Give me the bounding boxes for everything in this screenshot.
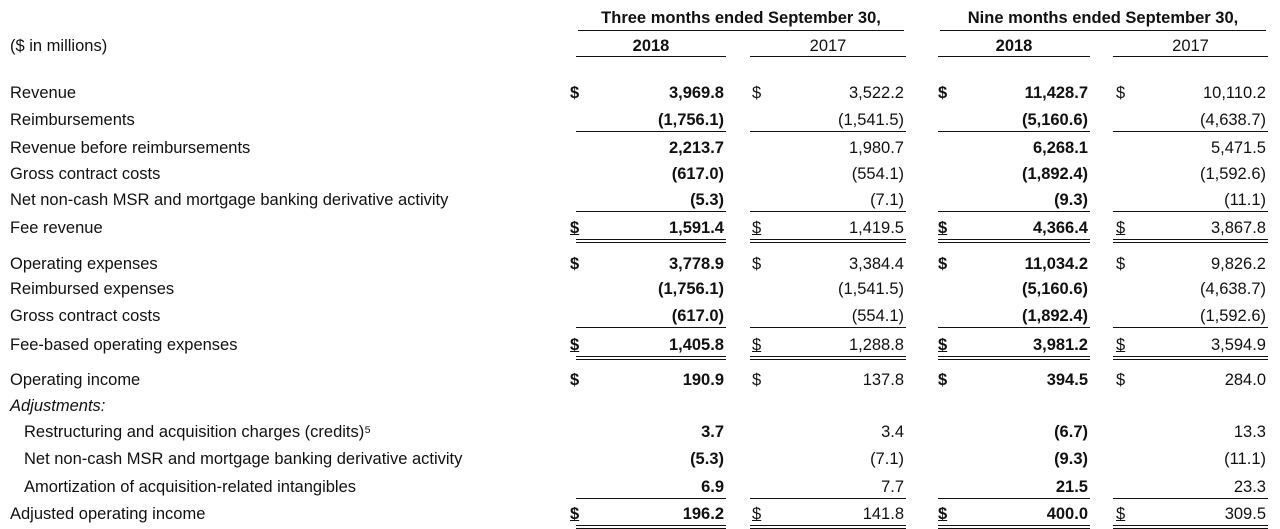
cell-value: 21.5 <box>1055 478 1088 496</box>
row-label: Revenue before reimbursements <box>10 139 251 157</box>
total-rule <box>750 239 906 240</box>
cell-value: (9.3) <box>1054 450 1088 468</box>
row-label: Fee revenue <box>10 219 103 237</box>
year-rule <box>750 56 906 57</box>
currency-symbol: $ <box>1116 336 1126 354</box>
cell-value: 190.9 <box>682 371 724 389</box>
total-rule <box>1113 211 1268 212</box>
total-rule <box>750 242 906 243</box>
cell-value: (6.7) <box>1054 423 1088 441</box>
currency-symbol: $ <box>752 219 762 237</box>
row-label: Adjusted operating income <box>10 505 206 523</box>
total-rule <box>576 242 726 243</box>
year-rule <box>938 56 1090 57</box>
cell-value: (11.1) <box>1224 450 1266 468</box>
cell-value: 1,980.7 <box>848 139 904 157</box>
cell-value: 3.4 <box>881 423 904 441</box>
total-rule <box>938 525 1090 526</box>
row-label: Gross contract costs <box>10 307 161 325</box>
currency-symbol: $ <box>938 505 948 523</box>
cell-value: (4,638.7) <box>1199 111 1266 129</box>
cell-value: (1,892.4) <box>1021 307 1088 325</box>
row-label: Gross contract costs <box>10 165 161 183</box>
cell-value: 1,419.5 <box>848 219 904 237</box>
total-rule <box>1113 131 1268 132</box>
total-rule <box>576 525 726 526</box>
cell-value: (1,592.6) <box>1199 307 1266 325</box>
cell-value: 137.8 <box>862 371 904 389</box>
total-rule <box>576 359 726 360</box>
total-rule <box>938 327 1090 328</box>
total-rule <box>938 498 1090 499</box>
total-rule <box>576 498 726 499</box>
cell-value: 2,213.7 <box>668 139 724 157</box>
total-rule <box>750 525 906 526</box>
total-rule <box>750 498 906 499</box>
total-rule <box>938 211 1090 212</box>
row-label: Operating income <box>10 371 141 389</box>
total-rule <box>1113 327 1268 328</box>
row-label: Restructuring and acquisition charges (credits)⁵ <box>24 423 372 441</box>
cell-value: (7.1) <box>870 191 904 209</box>
cell-value: (5,160.6) <box>1021 280 1088 298</box>
cell-value: 3,981.2 <box>1032 336 1088 354</box>
cell-value: (9.3) <box>1054 191 1088 209</box>
currency-symbol: $ <box>1116 255 1126 273</box>
currency-symbol: $ <box>570 371 580 389</box>
cell-value: 10,110.2 <box>1202 84 1266 102</box>
cell-value: (1,541.5) <box>837 280 904 298</box>
currency-symbol: $ <box>938 219 948 237</box>
cell-value: 1,591.4 <box>668 219 724 237</box>
row-label: Operating expenses <box>10 255 158 273</box>
currency-symbol: $ <box>938 84 948 102</box>
cell-value: (617.0) <box>671 165 724 183</box>
cell-value: 6,268.1 <box>1032 139 1088 157</box>
currency-symbol: $ <box>1116 219 1126 237</box>
cell-value: 400.0 <box>1046 505 1088 523</box>
currency-symbol: $ <box>752 336 762 354</box>
header-rule <box>578 30 904 31</box>
cell-value: 3,594.9 <box>1210 336 1266 354</box>
year-rule <box>1113 56 1268 57</box>
cell-value: 309.5 <box>1224 505 1266 523</box>
currency-symbol: $ <box>938 371 948 389</box>
cell-value: 141.8 <box>862 505 904 523</box>
period-header: Three months ended September 30, <box>601 9 881 27</box>
cell-value: 3,867.8 <box>1210 219 1266 237</box>
cell-value: 11,428.7 <box>1024 84 1088 102</box>
cell-value: 13.3 <box>1233 423 1266 441</box>
cell-value: 9,826.2 <box>1210 255 1266 273</box>
year-header: 2018 <box>632 37 670 55</box>
total-rule <box>1113 239 1268 240</box>
cell-value: 5,471.5 <box>1210 139 1266 157</box>
year-header: 2017 <box>809 37 847 55</box>
cell-value: (11.1) <box>1224 191 1266 209</box>
cell-value: (5.3) <box>690 191 724 209</box>
cell-value: 3,522.2 <box>848 84 904 102</box>
currency-symbol: $ <box>752 255 762 273</box>
currency-symbol: $ <box>1116 84 1126 102</box>
row-label: Amortization of acquisition-related intangibles <box>24 478 357 496</box>
cell-value: 3.7 <box>701 423 724 441</box>
currency-symbol: $ <box>1116 505 1126 523</box>
cell-value: (1,756.1) <box>657 280 724 298</box>
cell-value: (7.1) <box>870 450 904 468</box>
row-label: Reimbursed expenses <box>10 280 175 298</box>
total-rule <box>576 327 726 328</box>
cell-value: 284.0 <box>1224 371 1266 389</box>
cell-value: 6.9 <box>701 478 724 496</box>
cell-value: 23.3 <box>1233 478 1266 496</box>
header-rule <box>940 30 1266 31</box>
total-rule <box>938 242 1090 243</box>
cell-value: 1,288.8 <box>848 336 904 354</box>
total-rule <box>938 359 1090 360</box>
cell-value: 1,405.8 <box>668 336 724 354</box>
row-label: Fee-based operating expenses <box>10 336 238 354</box>
total-rule <box>1113 525 1268 526</box>
row-label: Net non-cash MSR and mortgage banking derivative activity <box>10 191 449 209</box>
total-rule <box>750 131 906 132</box>
total-rule <box>750 211 906 212</box>
cell-value: (554.1) <box>851 165 904 183</box>
cell-value: 3,384.4 <box>848 255 904 273</box>
total-rule <box>750 359 906 360</box>
currency-symbol: $ <box>752 84 762 102</box>
currency-symbol: $ <box>752 371 762 389</box>
total-rule <box>1113 242 1268 243</box>
row-label: Reimbursements <box>10 111 135 129</box>
total-rule <box>938 356 1090 357</box>
total-rule <box>750 356 906 357</box>
cell-value: 7.7 <box>881 478 904 496</box>
cell-value: (1,541.5) <box>837 111 904 129</box>
currency-symbol: $ <box>570 219 580 237</box>
cell-value: 3,778.9 <box>668 255 724 273</box>
cell-value: (1,892.4) <box>1021 165 1088 183</box>
currency-symbol: $ <box>570 255 580 273</box>
total-rule <box>576 131 726 132</box>
cell-value: (554.1) <box>851 307 904 325</box>
cell-value: 394.5 <box>1046 371 1088 389</box>
total-rule <box>1113 359 1268 360</box>
total-rule <box>750 327 906 328</box>
currency-symbol: $ <box>570 336 580 354</box>
units-label: ($ in millions) <box>10 37 108 55</box>
total-rule <box>938 131 1090 132</box>
row-label: Revenue <box>10 84 77 102</box>
row-label: Net non-cash MSR and mortgage banking derivative activity <box>24 450 463 468</box>
currency-symbol: $ <box>1116 371 1126 389</box>
total-rule <box>938 239 1090 240</box>
year-header: 2017 <box>1172 37 1209 55</box>
cell-value: 3,969.8 <box>668 84 724 102</box>
cell-value: (1,756.1) <box>657 111 724 129</box>
cell-value: (4,638.7) <box>1199 280 1266 298</box>
year-rule <box>576 56 726 57</box>
currency-symbol: $ <box>570 84 580 102</box>
cell-value: 11,034.2 <box>1024 255 1088 273</box>
period-header: Nine months ended September 30, <box>967 9 1239 27</box>
total-rule <box>576 211 726 212</box>
cell-value: (5.3) <box>690 450 724 468</box>
cell-value: (1,592.6) <box>1199 165 1266 183</box>
cell-value: 4,366.4 <box>1032 219 1088 237</box>
row-label: Adjustments: <box>10 397 106 415</box>
total-rule <box>576 356 726 357</box>
year-header: 2018 <box>995 37 1033 55</box>
cell-value: (5,160.6) <box>1021 111 1088 129</box>
currency-symbol: $ <box>752 505 762 523</box>
cell-value: (617.0) <box>671 307 724 325</box>
currency-symbol: $ <box>938 255 948 273</box>
cell-value: 196.2 <box>682 505 724 523</box>
total-rule <box>576 239 726 240</box>
total-rule <box>1113 498 1268 499</box>
currency-symbol: $ <box>938 336 948 354</box>
currency-symbol: $ <box>570 505 580 523</box>
total-rule <box>1113 356 1268 357</box>
